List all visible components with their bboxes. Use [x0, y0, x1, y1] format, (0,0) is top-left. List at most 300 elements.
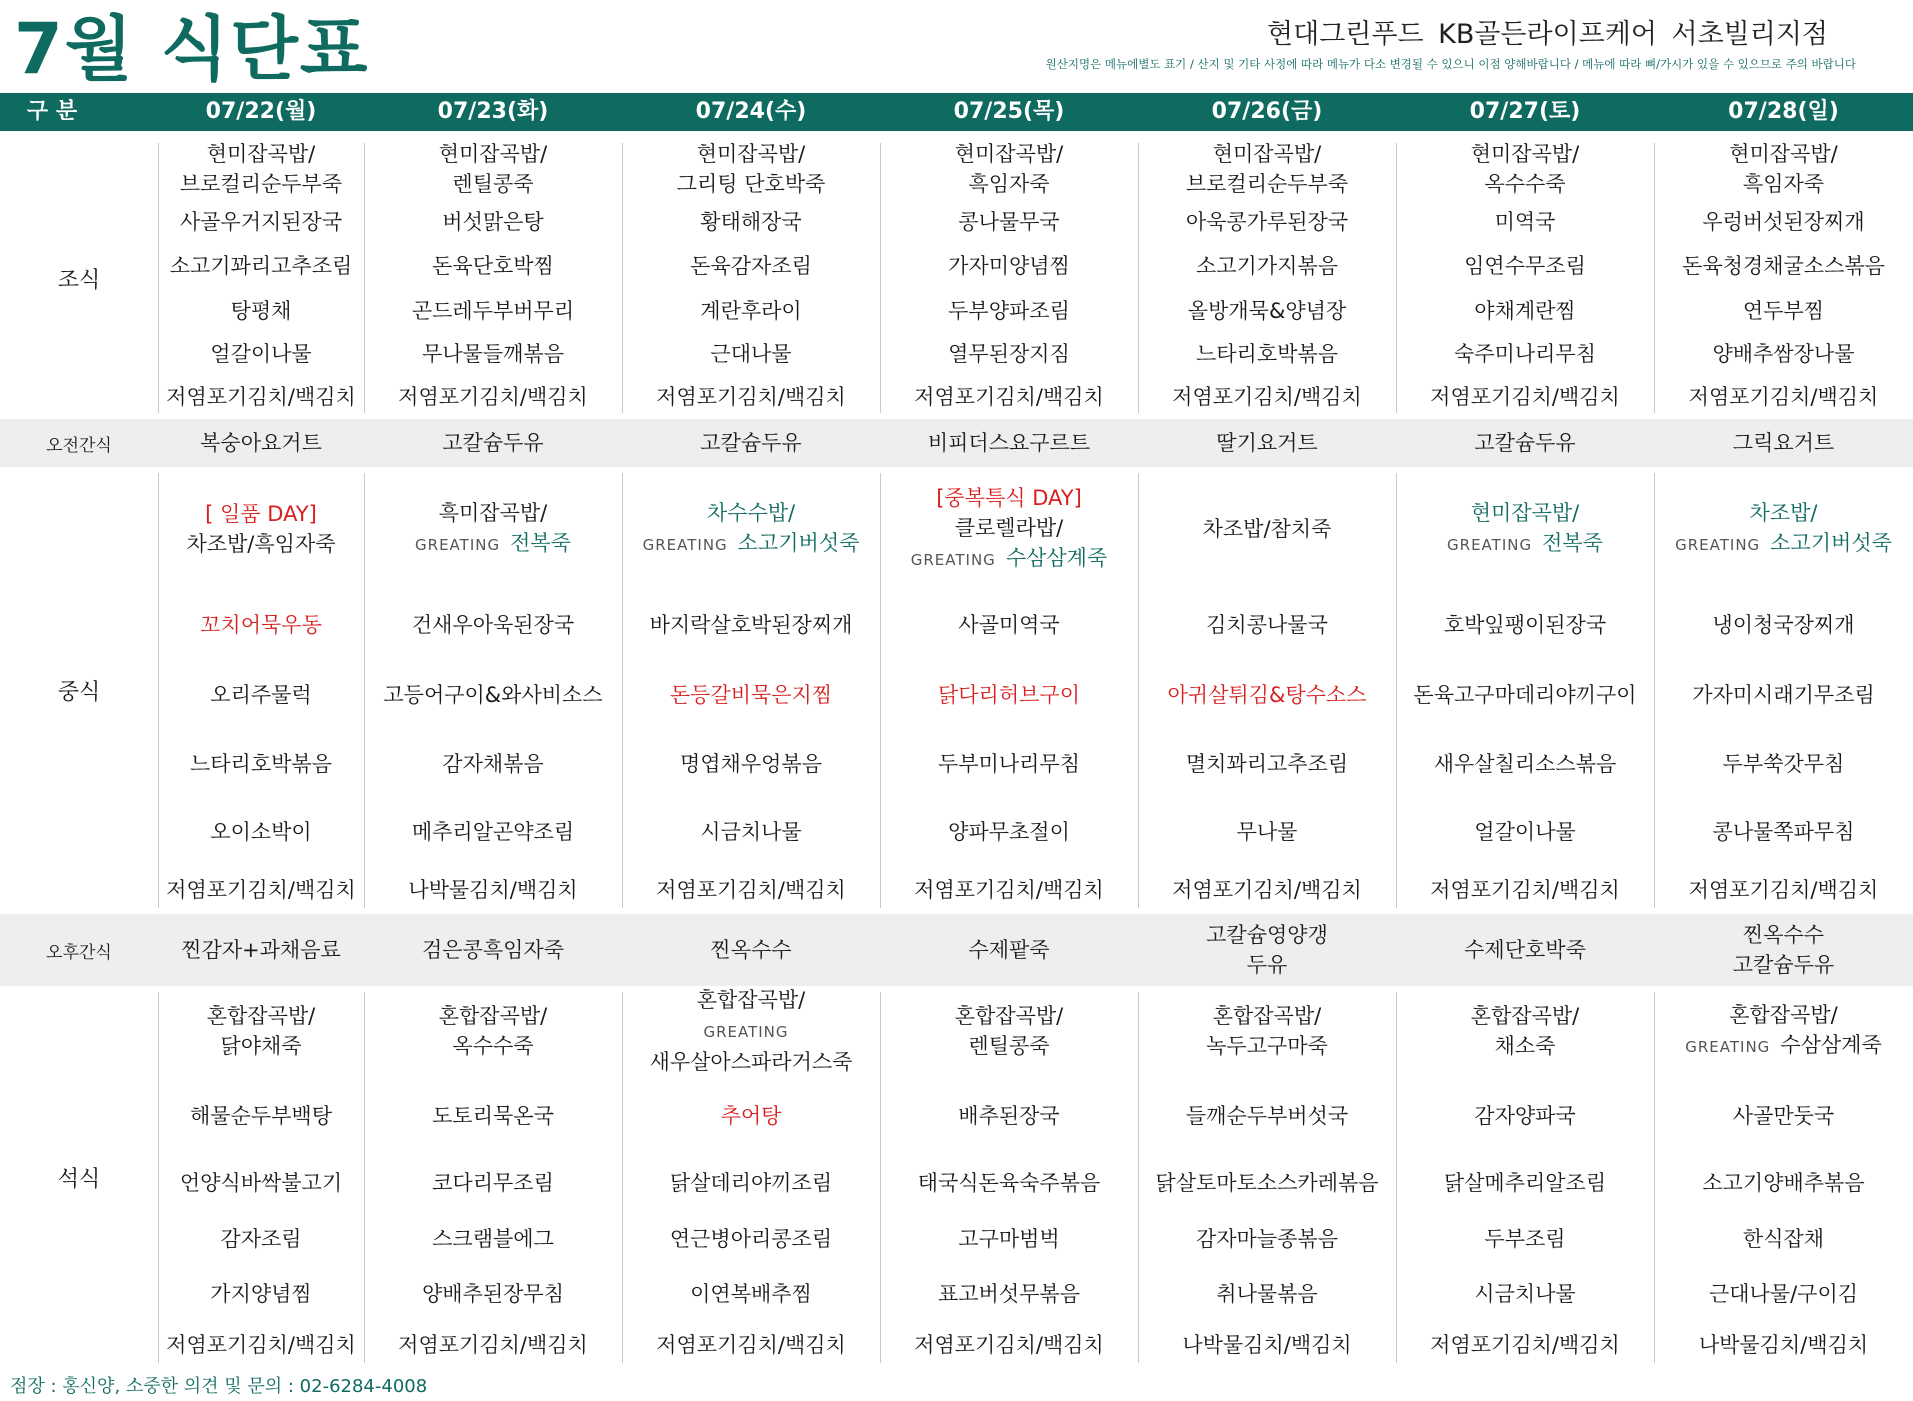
- menu-item-text: 소고기버섯죽: [1770, 530, 1892, 555]
- menu-cell: [1654, 333, 1913, 375]
- menu-cell: [1654, 288, 1913, 333]
- menu-item: [1685, 1030, 1882, 1062]
- menu-cell: [1396, 798, 1654, 866]
- menu-item-text: 열무된장지짐: [948, 342, 1070, 366]
- menu-cell: [364, 1320, 622, 1369]
- menu-cell: [880, 798, 1138, 866]
- menu-item-text: 감자양파국: [1474, 1104, 1576, 1128]
- menu-item-text: 닭살토마토소스카레볶음: [1155, 1171, 1379, 1195]
- menu-item-text: 현미잡곡밥/: [1470, 500, 1580, 525]
- menu-cell: [622, 137, 880, 201]
- menu-item-text: 연근병아리콩조림: [669, 1227, 833, 1251]
- menu-item: [670, 1168, 832, 1198]
- menu-item: [442, 428, 543, 458]
- menu-item: [1484, 169, 1565, 199]
- header-day: 07/22(월): [205, 99, 317, 124]
- menu-item-text: 소고기가지볶음: [1195, 253, 1338, 278]
- menu-item: [697, 985, 806, 1015]
- menu-cell: [158, 375, 364, 419]
- menu-item: [938, 1279, 1080, 1309]
- menu-cell: [1138, 201, 1396, 243]
- menu-item-text: 그릭요거트: [1732, 431, 1835, 455]
- menu-item: [700, 817, 801, 847]
- menu-item-text: 해물순두부백탕: [189, 1104, 332, 1128]
- menu-cell: [880, 1210, 1138, 1268]
- menu-cell: [880, 243, 1138, 288]
- menu-item: [1699, 1330, 1868, 1360]
- menu-item-text: 사골미역국: [958, 613, 1060, 637]
- menu-item-text: 브로컬리순두부죽: [1185, 172, 1349, 196]
- menu-item-text: 양배추쌈장나물: [1712, 342, 1855, 366]
- menu-item: [948, 339, 1070, 369]
- menu-item: [656, 875, 846, 905]
- menu-item: [1709, 1279, 1858, 1309]
- menu-cell: [622, 375, 880, 419]
- menu-item-text: 현미잡곡밥/: [954, 142, 1064, 166]
- menu-item-text: 사골만둣국: [1732, 1104, 1835, 1128]
- menu-cell: [880, 660, 1138, 730]
- menu-cell: [880, 333, 1138, 375]
- menu-cell: [364, 467, 622, 590]
- menu-item-text: 취나물볶음: [1216, 1282, 1318, 1306]
- menu-item: [200, 428, 322, 458]
- menu-item: [914, 1330, 1104, 1360]
- menu-item-text: 전복죽: [1542, 530, 1603, 555]
- menu-item-text: 도토리묵온국: [432, 1104, 554, 1128]
- menu-cell: [1654, 1320, 1913, 1369]
- menu-item: [1743, 1224, 1824, 1254]
- header-day: 07/28(일): [1728, 99, 1839, 124]
- menu-cell: [364, 419, 622, 467]
- menu-item-text: 차조밥/흑임자죽: [186, 531, 336, 556]
- menu-item: [1471, 139, 1580, 169]
- menu-item: [948, 296, 1070, 326]
- menu-item: [1723, 749, 1845, 779]
- menu-cell: [1396, 375, 1654, 419]
- menu-cell: [622, 201, 880, 243]
- table-header: [0, 93, 1913, 131]
- menu-item: [1447, 528, 1603, 560]
- menu-item: [914, 382, 1104, 412]
- menu-item-text: 명엽채우엉볶음: [679, 752, 822, 776]
- menu-item-text: 돈육청경채굴소스볶음: [1682, 253, 1885, 278]
- menu-item-text: 배추된장국: [958, 1104, 1060, 1128]
- menu-item-text: 콩나물무국: [958, 210, 1060, 234]
- menu-item: [190, 749, 332, 779]
- menu-cell: [622, 798, 880, 866]
- menu-cell: [158, 419, 364, 467]
- menu-item: [968, 1031, 1049, 1061]
- menu-item: [422, 1279, 564, 1309]
- menu-item-text: 두부양파조림: [948, 298, 1070, 323]
- menu-item: [1454, 339, 1596, 369]
- menu-item-text: 아욱콩가루된장국: [1185, 210, 1349, 234]
- menu-item-text: 얼갈이나물: [1474, 820, 1576, 844]
- menu-item-text: 혼합잡곡밥/: [696, 988, 806, 1012]
- menu-item-text: 가자미시래기무조림: [1692, 683, 1875, 707]
- menu-item: [1172, 875, 1362, 905]
- menu-item: [398, 382, 588, 412]
- menu-item-text: 고칼슘두유: [442, 431, 544, 455]
- menu-item-text: 고칼슘두유: [1732, 953, 1835, 977]
- menu-item: [1474, 428, 1575, 458]
- menu-cell: [158, 730, 364, 798]
- menu-item: [1247, 950, 1288, 980]
- menu-item: [442, 749, 543, 779]
- menu-item-text: 한식잡채: [1742, 1227, 1825, 1251]
- header-day: 07/24(수): [695, 99, 807, 124]
- menu-item-text: 저염포기김치/백김치: [1430, 878, 1620, 902]
- menu-item-text: 전복죽: [510, 530, 571, 555]
- menu-item-text: 우렁버섯된장찌개: [1702, 210, 1865, 234]
- menu-item-text: 두유: [1246, 953, 1288, 977]
- header-label: 구 분: [26, 99, 78, 124]
- menu-cell: [364, 137, 622, 201]
- menu-item: [1182, 1330, 1351, 1360]
- menu-cell: [364, 201, 622, 243]
- menu-item-text: 가자미양념찜: [948, 253, 1070, 278]
- menu-item: [1168, 680, 1367, 710]
- menu-item-text: 두부쑥갓무침: [1722, 752, 1845, 776]
- menu-cell: [1654, 914, 1913, 986]
- menu-item-text: 두부조림: [1484, 1227, 1566, 1251]
- greating-logo: GREATING: [910, 550, 996, 569]
- menu-cell: [1138, 1210, 1396, 1268]
- menu-item-text: 수제팥죽: [968, 938, 1050, 962]
- menu-cell: [158, 201, 364, 243]
- menu-cell: [364, 660, 622, 730]
- menu-cell: [364, 590, 622, 660]
- menu-item-text: 감자채볶음: [442, 752, 544, 776]
- menu-item-text: 클로렐라밥/: [954, 515, 1064, 540]
- menu-item: [710, 339, 791, 369]
- menu-item-text: 호박잎팽이된장국: [1443, 613, 1607, 637]
- menu-item-text: [중복특식 DAY]: [936, 485, 1082, 510]
- menu-cell: [364, 1268, 622, 1320]
- menu-item: [1702, 1168, 1864, 1198]
- menu-item: [1444, 1168, 1606, 1198]
- menu-cell: [1138, 660, 1396, 730]
- menu-item: [1689, 382, 1879, 412]
- menu-item-text: 계란후라이: [700, 298, 802, 323]
- menu-item-text: 고칼슘두유: [700, 431, 802, 455]
- menu-item: [412, 296, 574, 326]
- menu-item-text: 혼합잡곡밥/: [206, 1004, 316, 1028]
- menu-item-text: 저염포기김치/백김치: [1688, 385, 1879, 409]
- menu-cell: [1654, 1156, 1913, 1210]
- menu-item: [1474, 296, 1575, 326]
- menu-item: [650, 610, 853, 640]
- menu-item-text: 가지양념찜: [210, 1282, 312, 1306]
- menu-cell: [364, 375, 622, 419]
- menu-cell: [622, 1320, 880, 1369]
- menu-cell: [622, 1268, 880, 1320]
- menu-item-text: 탕평채: [230, 298, 292, 323]
- menu-cell: [880, 1156, 1138, 1210]
- menu-cell: [1396, 288, 1654, 333]
- menu-item: [207, 1001, 316, 1031]
- menu-item-text: 비피더스요구르트: [927, 431, 1091, 455]
- menu-item: [207, 139, 316, 169]
- menu-item: [180, 169, 342, 199]
- menu-item-text: 소고기버섯죽: [737, 530, 860, 555]
- menu-item: [1729, 1000, 1838, 1030]
- menu-item: [422, 339, 564, 369]
- menu-cell: [1654, 986, 1913, 1076]
- menu-cell: [1396, 866, 1654, 914]
- menu-item: [1434, 749, 1617, 779]
- menu-item-text: 양배추된장무침: [421, 1282, 564, 1306]
- menu-item: [1186, 1101, 1348, 1131]
- menu-item: [677, 169, 826, 199]
- menu-item-text: 저염포기김치/백김치: [656, 878, 846, 902]
- menu-item-text: 저염포기김치/백김치: [166, 385, 356, 409]
- menu-item-text: 닭야채죽: [220, 1034, 302, 1058]
- menu-item-text: 저염포기김치/백김치: [166, 878, 356, 902]
- menu-cell: [622, 986, 880, 1076]
- menu-item: [643, 528, 860, 560]
- menu-cell: [880, 1320, 1138, 1369]
- menu-item: [412, 817, 574, 847]
- menu-item: [442, 207, 543, 237]
- menu-item: [955, 1001, 1064, 1031]
- menu-item: [210, 817, 311, 847]
- menu-item: [948, 817, 1070, 847]
- menu-item: [166, 1330, 356, 1360]
- menu-cell: [158, 914, 364, 986]
- menu-item: [180, 1168, 342, 1198]
- menu-item-text: 찐옥수수: [1742, 923, 1825, 947]
- menu-item: [936, 483, 1082, 513]
- menu-item-text: 고칼슘두유: [1474, 431, 1576, 455]
- menu-cell: [1654, 1268, 1913, 1320]
- menu-cell: [1654, 660, 1913, 730]
- menu-item-text: 감자조림: [220, 1227, 302, 1251]
- menu-item-text: 수제단호박죽: [1464, 938, 1586, 962]
- menu-cell: [1396, 137, 1654, 201]
- menu-item-text: 곤드레두부버무리: [411, 298, 575, 323]
- menu-item: [1743, 296, 1824, 326]
- menu-item: [1216, 428, 1317, 458]
- menu-cell: [1654, 419, 1913, 467]
- menu-item: [918, 1168, 1101, 1198]
- menu-item: [408, 875, 577, 905]
- menu-item: [1474, 1279, 1575, 1309]
- menu-item-text: 현미잡곡밥/: [1212, 142, 1322, 166]
- menu-item: [656, 382, 846, 412]
- menu-item-text: 감자마늘종볶음: [1195, 1227, 1338, 1251]
- menu-cell: [1138, 333, 1396, 375]
- menu-item-text: 현미잡곡밥/: [206, 142, 316, 166]
- menu-cell: [1138, 798, 1396, 866]
- menu-item: [1682, 251, 1885, 281]
- menu-item: [1689, 875, 1879, 905]
- menu-cell: [158, 333, 364, 375]
- menu-item: [700, 296, 801, 326]
- menu-cell: [1654, 137, 1913, 201]
- menu-item-text: 저염포기김치/백김치: [914, 385, 1104, 409]
- section-label: 중식: [57, 680, 101, 705]
- menu-item-text: 나박물김치/백김치: [1182, 1332, 1352, 1357]
- menu-item: [1471, 498, 1580, 528]
- menu-item-text: 나박물김치/백김치: [1698, 1332, 1869, 1357]
- menu-item: [231, 296, 292, 326]
- menu-item-text: 현미잡곡밥/: [1470, 142, 1580, 166]
- menu-item: [710, 935, 791, 965]
- menu-item: [680, 749, 822, 779]
- menu-item: [911, 543, 1108, 575]
- menu-item: [948, 251, 1070, 281]
- section-label: 석식: [57, 1167, 101, 1192]
- menu-cell: [622, 730, 880, 798]
- menu-cell: [364, 866, 622, 914]
- menu-cell: [364, 1210, 622, 1268]
- menu-cell: [1138, 137, 1396, 201]
- menu-item: [220, 1224, 301, 1254]
- menu-cell: [158, 1268, 364, 1320]
- menu-item-text: 돈육고구마데리야끼구이: [1413, 683, 1637, 707]
- menu-cell: [880, 1268, 1138, 1320]
- menu-cell: [622, 419, 880, 467]
- footer-contact: 점장 : 홍신양, 소중한 의견 및 문의 : 02-6284-4008: [10, 1376, 428, 1397]
- menu-item: [1216, 1279, 1317, 1309]
- menu-item-text: 두부미나리무침: [937, 752, 1080, 776]
- notice-text: 원산지명은 메뉴에별도 표기 / 산지 및 기타 사정에 따라 메뉴가 다소 변경될 수 있으니 이점 양해바랍니다 / 메뉴에 따라 뼈/가시가 있을 수 있으므로 주의 바랍니다: [1045, 57, 1856, 71]
- menu-item-text: 저염포기김치/백김치: [656, 385, 846, 409]
- menu-item-text: 현미잡곡밥/: [696, 142, 806, 166]
- menu-item: [1495, 207, 1556, 237]
- menu-cell: [364, 243, 622, 288]
- menu-cell: [622, 590, 880, 660]
- menu-item-text: 혼합잡곡밥/: [954, 1004, 1064, 1028]
- header-day: 07/27(토): [1469, 99, 1581, 124]
- menu-cell: [880, 419, 1138, 467]
- menu-item-text: 저염포기김치/백김치: [1430, 1332, 1620, 1357]
- menu-cell: [364, 1156, 622, 1210]
- menu-item-text: 근대나물: [710, 342, 792, 366]
- menu-cell: [364, 333, 622, 375]
- organization-name: 현대그린푸드 KB골든라이프케어 서초빌리지점: [1267, 19, 1828, 50]
- menu-item: [1692, 680, 1875, 710]
- menu-item: [432, 1224, 554, 1254]
- menu-item: [1743, 920, 1824, 950]
- menu-item-text: 들깨순두부버섯국: [1185, 1104, 1349, 1128]
- menu-item-text: 옥수수죽: [452, 1034, 534, 1058]
- menu-cell: [364, 914, 622, 986]
- menu-item-text: 혼합잡곡밥/: [1470, 1004, 1580, 1028]
- menu-item: [1206, 920, 1328, 950]
- menu-item: [958, 610, 1059, 640]
- menu-item: [968, 935, 1049, 965]
- menu-cell: [158, 1320, 364, 1369]
- menu-cell: [158, 798, 364, 866]
- menu-item: [200, 610, 322, 640]
- header-day: 07/26(금): [1211, 99, 1323, 124]
- menu-item: [1206, 610, 1328, 640]
- menu-item-text: 저염포기김치/백김치: [398, 1332, 588, 1357]
- menu-cell: [1654, 1076, 1913, 1156]
- menu-item: [690, 251, 812, 281]
- menu-item: [955, 513, 1064, 543]
- menu-item: [1729, 139, 1838, 169]
- menu-item-text: 고구마범벅: [958, 1227, 1060, 1251]
- menu-item-text: 찐감자+과채음료: [181, 938, 341, 962]
- menu-item: [938, 749, 1080, 779]
- menu-item: [220, 1031, 301, 1061]
- menu-item: [670, 1224, 832, 1254]
- menu-item: [398, 1330, 588, 1360]
- menu-cell: [880, 914, 1138, 986]
- menu-item-text: 저염포기김치/백김치: [656, 1332, 846, 1357]
- menu-item-text: 임연수무조림: [1464, 253, 1586, 278]
- menu-item: [1186, 749, 1348, 779]
- menu-item-text: 돈등갈비묵은지찜: [669, 683, 833, 707]
- menu-item-text: 닭다리허브구이: [937, 683, 1080, 707]
- menu-item: [707, 498, 795, 528]
- menu-item-text: 스크램블에그: [432, 1227, 554, 1251]
- menu-cell: [1138, 1268, 1396, 1320]
- menu-cell: [1654, 590, 1913, 660]
- menu-item-text: 시금치나물: [1474, 1282, 1576, 1306]
- menu-cell: [158, 590, 364, 660]
- menu-cell: [622, 288, 880, 333]
- menu-item-text: 건새우아욱된장국: [411, 613, 575, 637]
- menu-item: [432, 251, 554, 281]
- menu-item-text: 꼬치어묵우동: [200, 613, 322, 637]
- menu-cell: [1396, 243, 1654, 288]
- menu-cell: [622, 1156, 880, 1210]
- menu-item-text: 언양식바싹불고기: [179, 1171, 343, 1195]
- menu-item-text: 저염포기김치/백김치: [1172, 878, 1362, 902]
- menu-item-text: 닭살메추리알조림: [1443, 1171, 1607, 1195]
- menu-item: [1430, 1330, 1620, 1360]
- menu-cell: [1138, 590, 1396, 660]
- menu-cell: [1396, 467, 1654, 590]
- menu-item-text: 미역국: [1494, 210, 1556, 234]
- menu-item-text: 느타리호박볶음: [189, 752, 332, 776]
- menu-item: [1675, 528, 1892, 560]
- menu-item: [968, 169, 1049, 199]
- menu-item-text: 저염포기김치/백김치: [914, 1332, 1104, 1357]
- menu-cell: [1138, 1076, 1396, 1156]
- menu-item-text: 무나물: [1236, 820, 1298, 844]
- menu-item: [1464, 251, 1586, 281]
- menu-item-text: 새우살아스파라거스죽: [649, 1050, 853, 1074]
- menu-cell: [1396, 1210, 1654, 1268]
- menu-item-text: 브로컬리순두부죽: [179, 172, 343, 196]
- menu-cell: [364, 986, 622, 1076]
- menu-cell: [158, 467, 364, 590]
- menu-item-text: 아귀살튀김&탕수소스: [1167, 683, 1367, 707]
- menu-cell: [1654, 375, 1913, 419]
- header-day: 07/25(목): [953, 99, 1065, 124]
- menu-item: [1743, 169, 1824, 199]
- menu-item-text: 느타리호박볶음: [1195, 342, 1338, 366]
- menu-item-text: 근대나물/구이김: [1708, 1282, 1859, 1306]
- menu-cell: [1138, 467, 1396, 590]
- menu-cell: [622, 467, 880, 590]
- menu-item: [452, 169, 533, 199]
- menu-item: [1471, 1001, 1580, 1031]
- greating-logo: GREATING: [703, 1023, 789, 1041]
- menu-cell: [1654, 201, 1913, 243]
- menu-cell: [158, 866, 364, 914]
- menu-cell: [1654, 798, 1913, 866]
- greating-logo: GREATING: [1447, 535, 1533, 554]
- menu-cell: [1138, 1156, 1396, 1210]
- menu-item: [210, 339, 311, 369]
- menu-item-text: 저염포기김치/백김치: [398, 385, 588, 409]
